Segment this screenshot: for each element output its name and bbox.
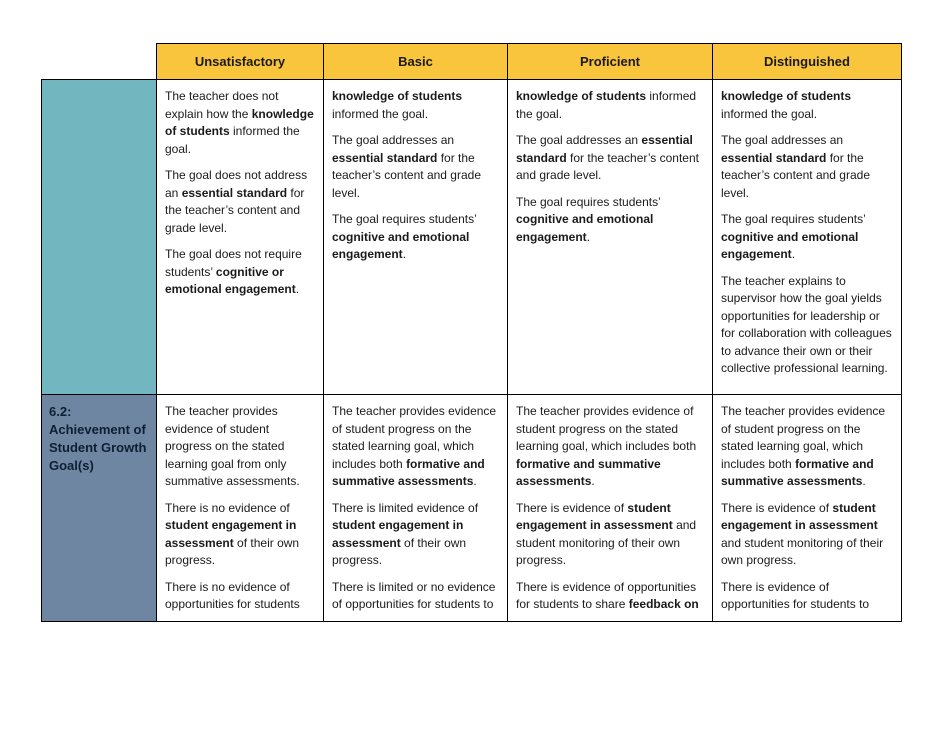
rubric-paragraph: knowledge of students informed the goal. xyxy=(721,89,852,121)
rubric-paragraph: There is no evidence of opportunities for students xyxy=(165,579,300,611)
rubric-paragraph: There is limited or no evidence of opportunities for students to xyxy=(332,579,496,611)
header-distinguished: Distinguished xyxy=(713,44,902,80)
rubric-paragraph: The goal requires students’ cognitive and emotional engagement. xyxy=(516,194,661,244)
rubric-paragraph: The goal addresses an essential standard for the teacher’s content and grade level. xyxy=(516,133,699,182)
rubric-paragraph: There is limited evidence of student engagement in assessment of their own progress. xyxy=(332,500,479,567)
header-row xyxy=(42,44,902,80)
rubric-paragraph: The goal addresses an essential standard for the teacher’s content and grade level. xyxy=(332,133,481,200)
header-proficient: Proficient xyxy=(508,44,713,80)
row1-label-cell xyxy=(42,80,157,395)
rubric-paragraph: The goal addresses an essential standard for the teacher’s content and grade level. xyxy=(721,133,870,200)
row1-unsatisfactory-cell xyxy=(157,80,324,395)
rubric-paragraph: The goal does not address an essential standard for the teacher’s content and grade level. xyxy=(165,168,308,235)
rubric-paragraph: There is evidence of student engagement in assessment and student monitoring of their own progress. xyxy=(721,500,884,567)
row2-proficient-text xyxy=(516,403,704,615)
rubric-paragraph: The teacher does not explain how the knowledge of students informed the goal. xyxy=(165,89,314,156)
row2-basic-cell xyxy=(324,395,508,622)
rubric-paragraph: There is evidence of opportunities for students to xyxy=(721,579,870,611)
rubric-paragraph: The goal requires students’ cognitive and emotional engagement. xyxy=(332,212,477,261)
row2-basic-text xyxy=(332,403,499,615)
row2-unsatisfactory-text xyxy=(165,403,315,615)
rubric-paragraph: There is no evidence of student engagement in assessment of their own progress. xyxy=(165,500,300,567)
rubric-paragraph: The teacher explains to supervisor how the goal yields opportunities for leadership or for collaboration with colleagues to advance their own or their collective professional learning. xyxy=(721,273,892,375)
row2-label-cell: 6.2: Achievement of Student Growth Goal(s) xyxy=(42,395,157,622)
rubric-sheet xyxy=(41,43,902,622)
rubric-paragraph: The goal does not require students’ cognitive or emotional engagement. xyxy=(165,247,302,296)
rubric-paragraph: The teacher provides evidence of student progress on the stated learning goal from only summative assessments. xyxy=(165,404,300,488)
rubric-paragraph: knowledge of students informed the goal. xyxy=(516,89,697,121)
header-unsatisfactory: Unsatisfactory xyxy=(157,44,324,80)
rubric-paragraph: The teacher provides evidence of student progress on the stated learning goal, which includes both formative and summative assessments. xyxy=(332,404,497,488)
rubric-paragraph: The goal requires students’ cognitive and emotional engagement. xyxy=(721,212,866,261)
row2-proficient-cell xyxy=(508,395,713,622)
row1-distinguished-cell xyxy=(713,80,902,395)
row2-unsatisfactory-cell xyxy=(157,395,324,622)
rubric-table xyxy=(41,43,902,622)
row2-distinguished-cell xyxy=(713,395,902,622)
row2-distinguished-text xyxy=(721,403,893,615)
row-goal-setting xyxy=(42,80,902,395)
row1-basic-cell xyxy=(324,80,508,395)
header-basic: Basic xyxy=(324,44,508,80)
rubric-paragraph: There is evidence of student engagement in assessment and student monitoring of their own progress. xyxy=(516,500,697,567)
rubric-paragraph: There is evidence of opportunities for students to share feedback on xyxy=(516,579,699,611)
rubric-paragraph: knowledge of students informed the goal. xyxy=(332,89,463,121)
rubric-paragraph: The teacher provides evidence of student progress on the stated learning goal, which includes both formative and summative assessments. xyxy=(516,404,697,488)
rubric-paragraph: The teacher provides evidence of student progress on the stated learning goal, which includes both formative and summative assessments. xyxy=(721,404,886,488)
header-corner xyxy=(42,44,157,80)
row-achievement xyxy=(42,395,902,622)
row1-proficient-cell xyxy=(508,80,713,395)
